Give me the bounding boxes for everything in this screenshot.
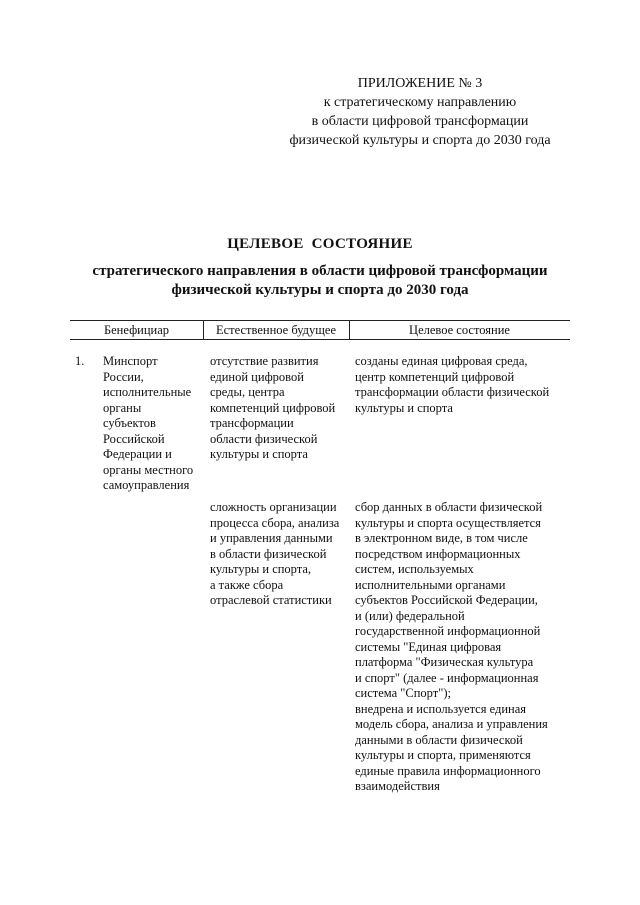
cell-line: культуры и спорта, применяются — [355, 748, 531, 762]
appendix-line: физической культуры и спорта до 2030 года — [289, 133, 551, 148]
cell-line: трансформации области физической — [355, 385, 550, 399]
cell-line: и (или) федеральной — [355, 608, 465, 623]
cell-line: посредством информационных — [355, 546, 521, 561]
cell-line: культуры и спорта — [210, 447, 308, 461]
header-natural-future: Естественное будущее — [215, 323, 337, 337]
appendix-line: к стратегическому направлению — [323, 95, 517, 110]
header-beneficiary: Бенефициар — [103, 323, 170, 337]
cell-line: центр компетенций цифровой — [355, 369, 515, 384]
cell-line: единой цифровой — [210, 369, 304, 384]
document-title: ЦЕЛЕВОЕ СОСТОЯНИЕ — [227, 236, 413, 252]
subtitle-line: физической культуры и спорта до 2030 года — [171, 282, 469, 298]
cell-line: культуры и спорта осуществляется — [355, 515, 541, 530]
subtitle-line: стратегического направления в области цифровой трансформации — [92, 263, 548, 279]
cell-line: сбор данных в области физической — [355, 500, 543, 514]
header-target-state: Целевое состояние — [409, 323, 510, 337]
cell-line: субъектов — [103, 416, 156, 430]
cell-line: данными в области физической — [355, 732, 523, 747]
table-header-top-rule — [70, 320, 570, 321]
row-number: 1. — [75, 354, 85, 368]
document-subtitle — [0, 262, 640, 300]
cell-line: компетенций цифровой — [210, 400, 336, 415]
cell-line: а также сбора — [210, 577, 284, 592]
cell-line: в электронном виде, в том числе — [355, 531, 528, 545]
cell-line: Федерации и — [103, 447, 172, 461]
cell-line: отраслевой статистики — [210, 593, 332, 607]
cell-line: Минспорт — [103, 354, 158, 368]
cell-line: Российской — [103, 431, 165, 446]
beneficiary-cell — [103, 354, 193, 494]
cell-line: внедрена и используется единая — [355, 701, 527, 716]
cell-line: отсутствие развития — [210, 354, 319, 368]
cell-line: России, — [103, 369, 144, 384]
cell-line: системы "Единая цифровая — [355, 639, 502, 654]
cell-line: среды, центра — [210, 385, 285, 399]
cell-line: органы местного — [103, 462, 194, 477]
cell-line: области физической — [210, 431, 318, 446]
cell-line: самоуправления — [103, 478, 190, 492]
appendix-line: ПРИЛОЖЕНИЕ № 3 — [357, 76, 483, 91]
cell-line: процесса сбора, анализа — [210, 515, 340, 530]
natural-future-cell — [210, 354, 335, 463]
cell-line: модель сбора, анализа и управления — [355, 717, 548, 731]
target-state-cell — [355, 354, 549, 416]
target-state-cell — [355, 500, 548, 795]
table-header-bottom-rule — [70, 339, 570, 340]
appendix-header — [270, 74, 570, 150]
cell-line: платформа "Физическая культура — [355, 655, 534, 669]
cell-line: и управления данными — [210, 531, 333, 545]
cell-line: культуры и спорта, — [210, 562, 312, 576]
cell-line: систем, используемых — [355, 562, 474, 576]
cell-line: и спорт" (далее - информационная — [355, 670, 539, 685]
appendix-line: в области цифровой трансформации — [311, 114, 529, 129]
cell-line: созданы единая цифровая среда, — [355, 354, 528, 368]
cell-line: государственной информационной — [355, 624, 541, 638]
cell-line: взаимодействия — [355, 779, 440, 793]
cell-line: органы — [103, 400, 142, 415]
cell-line: исполнительными органами — [355, 577, 506, 592]
cell-line: сложность организации — [210, 500, 337, 514]
cell-line: субъектов Российской Федерации, — [355, 593, 538, 607]
natural-future-cell — [210, 500, 339, 609]
cell-line: трансформации — [210, 416, 294, 430]
cell-line: единые правила информационного — [355, 763, 541, 778]
cell-line: исполнительные — [103, 385, 192, 399]
cell-line: система "Спорт"); — [355, 686, 451, 700]
cell-line: в области физической — [210, 546, 327, 561]
cell-line: культуры и спорта — [355, 400, 453, 415]
